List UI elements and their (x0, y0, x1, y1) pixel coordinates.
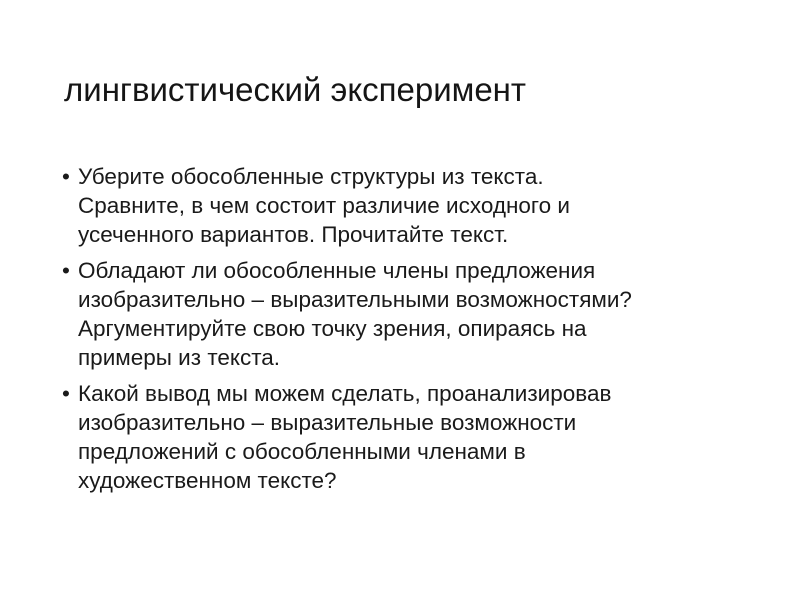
bullet-text-line: Аргументируйте свою точку зрения, опираясь на (78, 316, 587, 341)
bullet-icon: • (62, 381, 70, 406)
slide-title: лингвистический эксперимент (64, 71, 527, 108)
bullet-text-line: предложений с обособленными членами в (78, 439, 526, 464)
bullet-text-line: Уберите обособленные структуры из текста. (78, 164, 544, 189)
bullet-text-line: художественном тексте? (78, 468, 337, 493)
bullet-text-line: изобразительно – выразительными возможностями? (78, 287, 632, 312)
bullet-list (58, 162, 748, 502)
bullet-text-line: Какой вывод мы можем сделать, проанализировав (78, 381, 612, 406)
bullet-text-line: Обладают ли обособленные члены предложения (78, 258, 596, 283)
bullet-item-3 (58, 379, 748, 495)
bullet-text-line: изобразительно – выразительные возможности (78, 410, 577, 435)
bullet-icon: • (62, 258, 70, 283)
bullet-item-1 (58, 162, 748, 249)
bullet-text-line: усеченного вариантов. Прочитайте текст. (78, 222, 509, 247)
bullet-text-line: Сравните, в чем состоит различие исходного и (78, 193, 570, 218)
bullet-text-line: примеры из текста. (78, 345, 281, 370)
bullet-item-2 (58, 256, 748, 372)
bullet-icon: • (62, 164, 70, 189)
